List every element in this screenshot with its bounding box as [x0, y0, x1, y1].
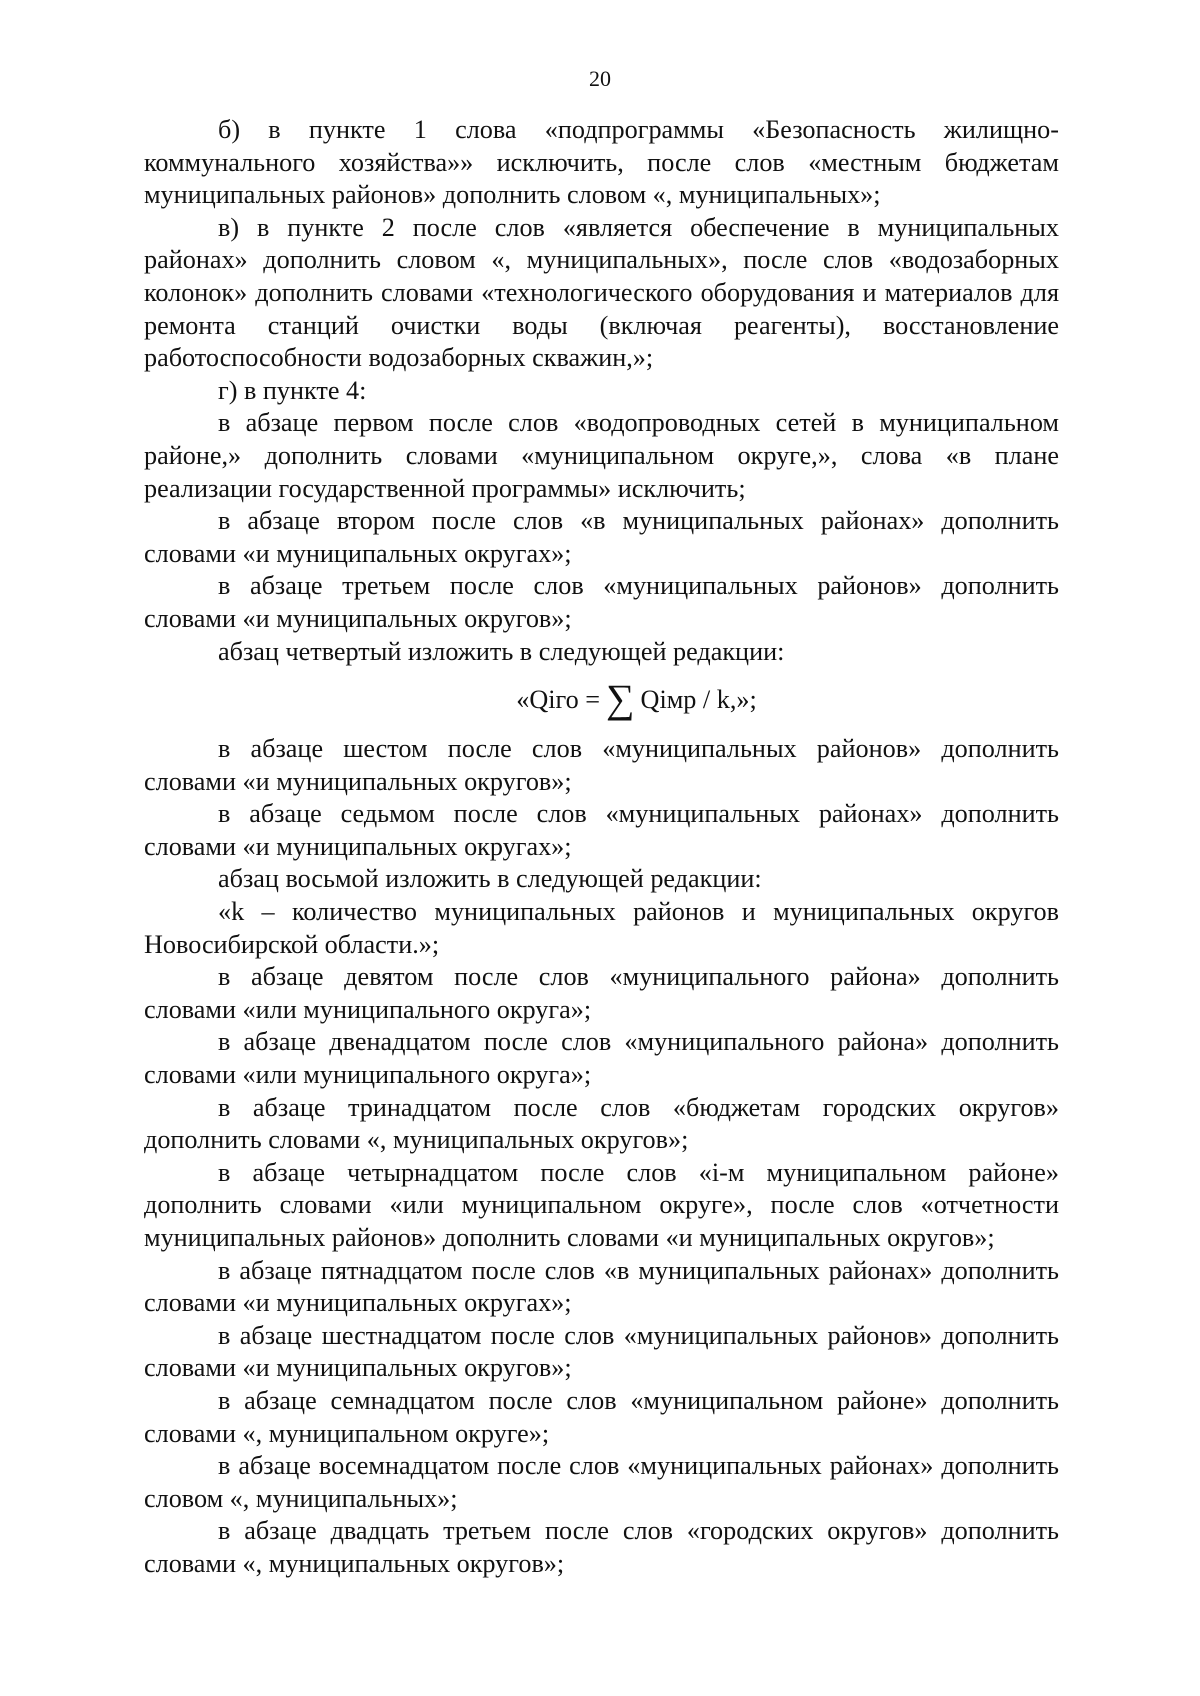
formula-right: Qiмр / k,»; [640, 685, 757, 715]
paragraph: в абзаце шестом после слов «муниципальных районов» дополнить словами «и муниципальных округов»; [144, 734, 1059, 796]
paragraph: абзац четвертый изложить в следующей редакции: [218, 636, 785, 666]
paragraph: б) в пункте 1 слова «подпрограммы «Безопасность жилищно-коммунального хозяйства»» исключить, после слов «местным бюджетам муниципальных районов» дополнить словом «, муниципальных»; [144, 115, 1059, 210]
paragraph: в абзаце седьмом после слов «муниципальных районах» дополнить словами «и муниципальных округах»; [144, 799, 1059, 861]
paragraph: в абзаце двадцать третьем после слов «городских округов» дополнить словами «, муниципальных округов»; [144, 1516, 1059, 1578]
paragraph: в абзаце втором после слов «в муниципальных районах» дополнить словами «и муниципальных округах»; [144, 506, 1059, 568]
document-body [144, 114, 1059, 1581]
paragraph: в) в пункте 2 после слов «является обеспечение в муниципальных районах» дополнить словом «, муниципальных», после слов «водозаборных колонок» дополнить словами «технологического оборудования и материалов для ремонта станций очистки воды (включая реагенты), восстановление работоспособности водозаборных скважин,»; [144, 212, 1059, 373]
paragraph: в абзаце восемнадцатом после слов «муниципальных районах» дополнить словом «, муниципальных»; [144, 1451, 1059, 1513]
formula [144, 668, 1059, 733]
formula-left: «Qiго = [516, 685, 601, 715]
paragraph: в абзаце четырнадцатом после слов «i-м муниципальном районе» дополнить словами «или муниципальном округе», после слов «отчетности муниципальных районов» дополнить словами «и муниципальных округов»; [144, 1157, 1059, 1252]
paragraph: абзац восьмой изложить в следующей редакции: [218, 864, 762, 894]
paragraph: в абзаце первом после слов «водопроводных сетей в муниципальном районе,» дополнить словами «муниципальном округе,», слова «в плане реализации государственной программы» исключить; [144, 408, 1059, 503]
paragraph: в абзаце девятом после слов «муниципального района» дополнить словами «или муниципального округа»; [144, 962, 1059, 1024]
paragraph: в абзаце семнадцатом после слов «муниципальном районе» дополнить словами «, муниципальном округе»; [144, 1385, 1059, 1448]
page-number: 20 [589, 66, 611, 91]
paragraph: «k – количество муниципальных районов и муниципальных округов Новосибирской области.»; [144, 897, 1059, 959]
paragraph: в абзаце пятнадцатом после слов «в муниципальных районах» дополнить словами «и муниципальных округах»; [144, 1255, 1059, 1318]
summation-symbol: ∑ [606, 675, 635, 721]
paragraph: г) в пункте 4: [218, 375, 367, 405]
paragraph: в абзаце шестнадцатом после слов «муниципальных районов» дополнить словами «и муниципальных округов»; [144, 1320, 1059, 1383]
paragraph: в абзаце двенадцатом после слов «муниципального района» дополнить словами «или муниципального округа»; [144, 1027, 1059, 1090]
paragraph: в абзаце третьем после слов «муниципальных районов» дополнить словами «и муниципальных округов»; [144, 571, 1059, 633]
paragraph: в абзаце тринадцатом после слов «бюджетам городских округов» дополнить словами «, муниципальных округов»; [144, 1092, 1059, 1155]
